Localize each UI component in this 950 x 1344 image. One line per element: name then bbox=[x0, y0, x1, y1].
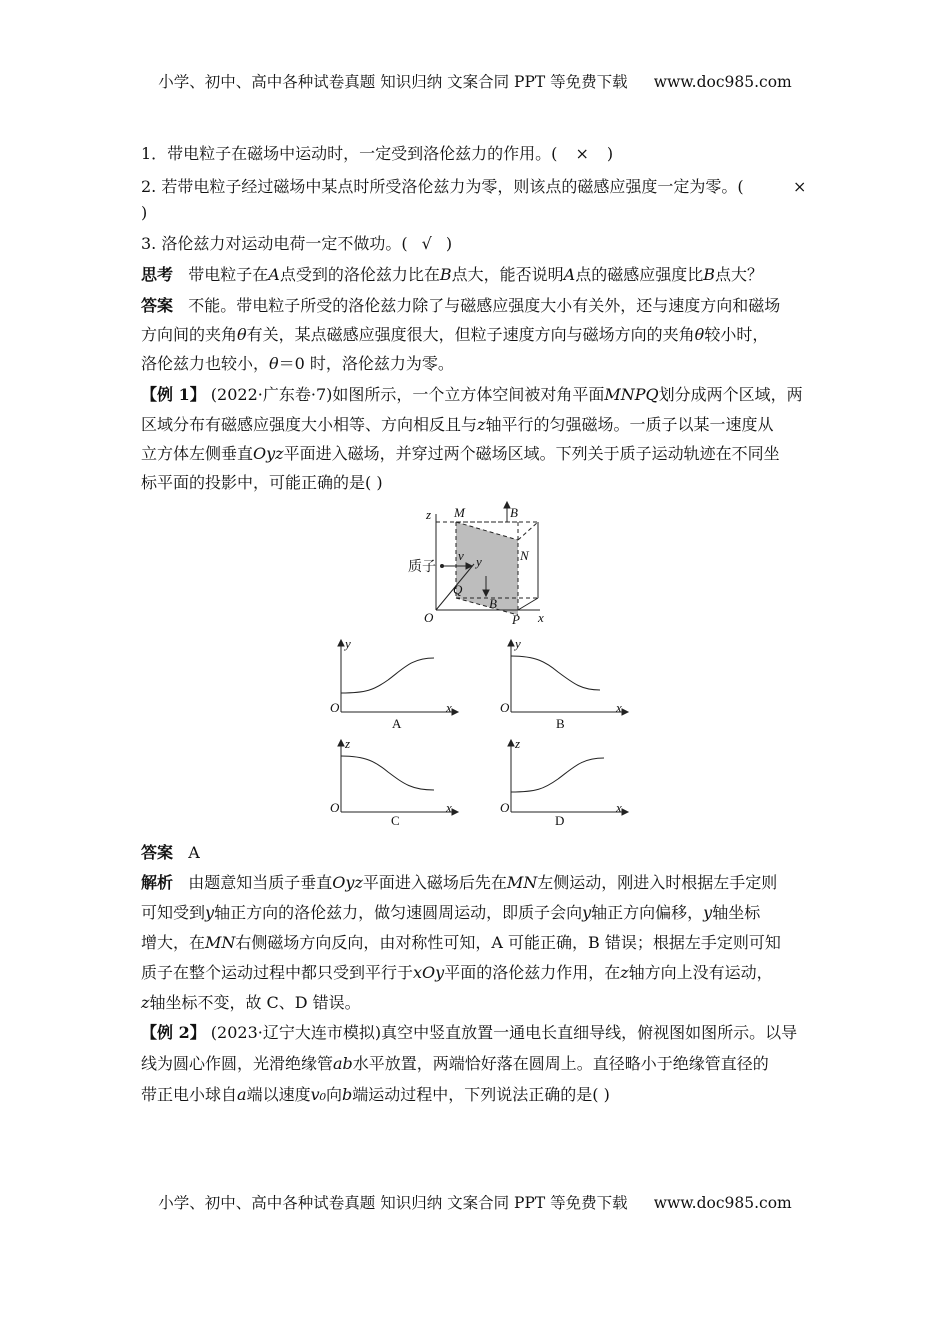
var-b: B bbox=[703, 265, 715, 284]
analysis-line-3 bbox=[141, 933, 813, 953]
think-label: 思考 bbox=[141, 265, 174, 284]
judgment-mark: × bbox=[793, 177, 807, 196]
page-header bbox=[0, 70, 950, 92]
var-mn: MN bbox=[506, 873, 538, 892]
analysis-text: 平面进入磁场后先在 bbox=[362, 873, 507, 892]
curve-d bbox=[511, 758, 604, 792]
think-text: 点的磁感应强度比 bbox=[575, 265, 704, 284]
judgment-close: ) bbox=[141, 203, 148, 222]
origin-label: O bbox=[330, 700, 340, 715]
judgment-text: 1．带电粒子在磁场中运动时，一定受到洛伦兹力的作用。( bbox=[141, 144, 558, 163]
label-b-down: B bbox=[489, 596, 497, 611]
axis-label: z bbox=[515, 736, 521, 751]
option-label: A bbox=[392, 716, 402, 731]
analysis-text: 由题意知当质子垂直 bbox=[188, 873, 333, 892]
analysis-label: 解析 bbox=[141, 873, 174, 892]
analysis-text: 左侧运动，刚进入时根据左手定则 bbox=[537, 873, 778, 892]
var-xoy: xOy bbox=[413, 963, 445, 982]
label-x: x bbox=[538, 610, 544, 625]
option-label: C bbox=[391, 813, 400, 828]
answer-text: 方向间的夹角 bbox=[141, 325, 238, 344]
think-question bbox=[141, 265, 813, 285]
judgment-close: ) bbox=[445, 234, 453, 253]
example-text: 向 bbox=[326, 1085, 343, 1104]
analysis-text: 增大，在 bbox=[141, 933, 206, 952]
var-a: a bbox=[237, 1085, 247, 1104]
example-text: (2022·广东卷·7)如图所示，一个立方体空间被对角平面 bbox=[205, 385, 605, 404]
option-graph-d bbox=[496, 736, 636, 836]
var-z: z bbox=[620, 963, 629, 982]
var-oyz: Oyz bbox=[253, 444, 284, 463]
example-1-answer bbox=[141, 843, 813, 863]
think-answer-1 bbox=[141, 296, 813, 316]
label-b-up: B bbox=[510, 505, 518, 520]
judgment-text: 2. 若带电粒子经过磁场中某点时所受洛伦兹力为零，则该点的磁感应强度一定为零。( bbox=[141, 177, 744, 196]
example-text: (2023·辽宁大连市模拟)真空中竖直放置一通电长直细导线，俯视图如图所示。以导 bbox=[205, 1023, 798, 1042]
cube-figure bbox=[390, 500, 570, 635]
judgment-text: 3. 洛伦兹力对运动电荷一定不做功。( bbox=[141, 234, 408, 253]
example-2-line-2 bbox=[141, 1054, 813, 1074]
example-text: 水平放置，两端恰好落在圆周上。直径略小于绝缘管直径的 bbox=[352, 1054, 769, 1073]
judgment-1 bbox=[141, 144, 813, 164]
axis-x-label: x bbox=[616, 700, 622, 715]
example-text: 平面进入磁场，并穿过两个磁场区域。下列关于质子运动轨迹在不同坐 bbox=[283, 444, 780, 463]
label-v: v bbox=[458, 548, 464, 563]
example-text: 带正电小球自 bbox=[141, 1085, 238, 1104]
example-text: 区域分布有磁感应强度大小相等、方向相反且与 bbox=[141, 415, 478, 434]
var-z: z bbox=[477, 415, 486, 434]
answer-text: ＝0 时，洛伦兹力为零。 bbox=[278, 354, 454, 373]
think-answer-2 bbox=[141, 325, 813, 345]
example-text: 标平面的投影中，可能正确的是( ) bbox=[141, 473, 383, 492]
analysis-text: 轴坐标不变，故 C、D 错误。 bbox=[149, 993, 361, 1012]
proton-dot bbox=[440, 564, 444, 568]
answer-label: 答案 bbox=[141, 843, 174, 862]
var-y: y bbox=[703, 903, 713, 922]
answer-text: 洛伦兹力也较小， bbox=[141, 354, 270, 373]
think-text: 点受到的洛伦兹力比在 bbox=[279, 265, 440, 284]
option-label: D bbox=[555, 813, 565, 828]
var-y: y bbox=[582, 903, 592, 922]
option-graph-c bbox=[326, 736, 466, 836]
judgment-3 bbox=[141, 234, 813, 254]
axis-label: z bbox=[345, 736, 351, 751]
var-z: z bbox=[141, 993, 150, 1012]
label-n: N bbox=[520, 548, 529, 563]
think-text: 点大？ bbox=[715, 265, 764, 284]
origin-label: O bbox=[500, 700, 510, 715]
axis-x-label: x bbox=[616, 800, 622, 815]
footer-site: www.doc985.com bbox=[653, 1194, 792, 1212]
example-text: 划分成两个区域，两 bbox=[658, 385, 803, 404]
example-text: 端以速度 bbox=[246, 1085, 311, 1104]
analysis-text: 可知受到 bbox=[141, 903, 206, 922]
analysis-line-4 bbox=[141, 963, 813, 983]
label-p: P bbox=[512, 612, 520, 627]
answer-text: 较小时， bbox=[704, 325, 769, 344]
var-oyz: Oyz bbox=[332, 873, 363, 892]
curve-b bbox=[511, 656, 600, 690]
example-tag: 【例 2】 bbox=[141, 1023, 206, 1042]
example-text: 端运动过程中，下列说法正确的是( ) bbox=[352, 1085, 610, 1104]
example-text: 线为圆心作圆，光滑绝缘管 bbox=[141, 1054, 334, 1073]
option-label: B bbox=[556, 716, 565, 731]
option-graph-b bbox=[496, 636, 636, 736]
example-text: 轴平行的匀强磁场。一质子以某一速度从 bbox=[485, 415, 774, 434]
curve-c bbox=[341, 756, 434, 790]
var-theta: θ bbox=[269, 354, 279, 373]
analysis-text: 右侧磁场方向反向，由对称性可知，A 可能正确，B 错误；根据左手定则可知 bbox=[235, 933, 781, 952]
var-ab: ab bbox=[333, 1054, 353, 1073]
label-m: M bbox=[454, 505, 465, 520]
answer-value: A bbox=[188, 843, 200, 862]
think-text: 带电粒子在 bbox=[188, 265, 269, 284]
example-1-line-4 bbox=[141, 473, 813, 493]
axis-label: y bbox=[345, 636, 351, 651]
example-1-line-2 bbox=[141, 415, 813, 435]
footer-text: 小学、初中、高中各种试卷真题 知识归纳 文案合同 PPT 等免费下载 bbox=[158, 1194, 628, 1212]
judgment-close: ) bbox=[606, 144, 614, 163]
label-proton: 质子 bbox=[408, 560, 436, 575]
think-answer-3 bbox=[141, 354, 813, 374]
label-y: y bbox=[476, 554, 482, 569]
var-theta: θ bbox=[237, 325, 247, 344]
analysis-line-2 bbox=[141, 903, 813, 923]
header-site: www.doc985.com bbox=[653, 73, 792, 91]
judgment-mark: √ bbox=[421, 234, 432, 253]
answer-text: 不能。带电粒子所受的洛伦兹力除了与磁感应强度大小有关外，还与速度方向和磁场 bbox=[188, 296, 781, 315]
var-mnpq: MNPQ bbox=[604, 385, 659, 404]
var-v0: v₀ bbox=[310, 1085, 327, 1104]
example-text: 立方体左侧垂直 bbox=[141, 444, 254, 463]
label-z: z bbox=[426, 507, 432, 522]
header-text: 小学、初中、高中各种试卷真题 知识归纳 文案合同 PPT 等免费下载 bbox=[158, 73, 628, 91]
axis-label: y bbox=[515, 636, 521, 651]
label-o: O bbox=[424, 610, 434, 625]
analysis-text: 轴正方向的洛伦兹力，做匀速圆周运动，即质子会向 bbox=[214, 903, 583, 922]
judgment-2-close bbox=[141, 203, 813, 223]
example-tag: 【例 1】 bbox=[141, 385, 206, 404]
page-footer bbox=[0, 1191, 950, 1213]
analysis-text: 轴正方向偏移， bbox=[591, 903, 704, 922]
var-y: y bbox=[205, 903, 215, 922]
judgment-2 bbox=[141, 177, 813, 197]
label-q: Q bbox=[453, 582, 463, 597]
think-text: 点大，能否说明 bbox=[451, 265, 564, 284]
example-2-line-1 bbox=[141, 1023, 813, 1043]
curve-a bbox=[341, 658, 434, 693]
var-a: A bbox=[268, 265, 280, 284]
answer-text: 有关，某点磁感应强度很大，但粒子速度方向与磁场方向的夹角 bbox=[246, 325, 695, 344]
analysis-text: 轴方向上没有运动， bbox=[628, 963, 773, 982]
axis-x-label: x bbox=[446, 700, 452, 715]
var-b: B bbox=[439, 265, 452, 284]
analysis-text: 平面的洛伦兹力作用，在 bbox=[444, 963, 621, 982]
origin-label: O bbox=[500, 800, 510, 815]
axis-x-label: x bbox=[446, 800, 452, 815]
answer-label: 答案 bbox=[141, 296, 174, 315]
analysis-text: 轴坐标 bbox=[712, 903, 761, 922]
example-1-line-1 bbox=[141, 385, 813, 405]
option-graph-a bbox=[326, 636, 466, 736]
var-a: A bbox=[563, 265, 576, 284]
judgment-mark: × bbox=[575, 144, 589, 163]
origin-label: O bbox=[330, 800, 340, 815]
analysis-line-5 bbox=[141, 993, 813, 1013]
example-2-line-3 bbox=[141, 1085, 813, 1105]
var-b: b bbox=[342, 1085, 353, 1104]
analysis-text: 质子在整个运动过程中都只受到平行于 bbox=[141, 963, 414, 982]
var-theta: θ bbox=[694, 325, 705, 344]
example-1-line-3 bbox=[141, 444, 813, 464]
analysis-line-1 bbox=[141, 873, 813, 893]
var-mn: MN bbox=[205, 933, 236, 952]
